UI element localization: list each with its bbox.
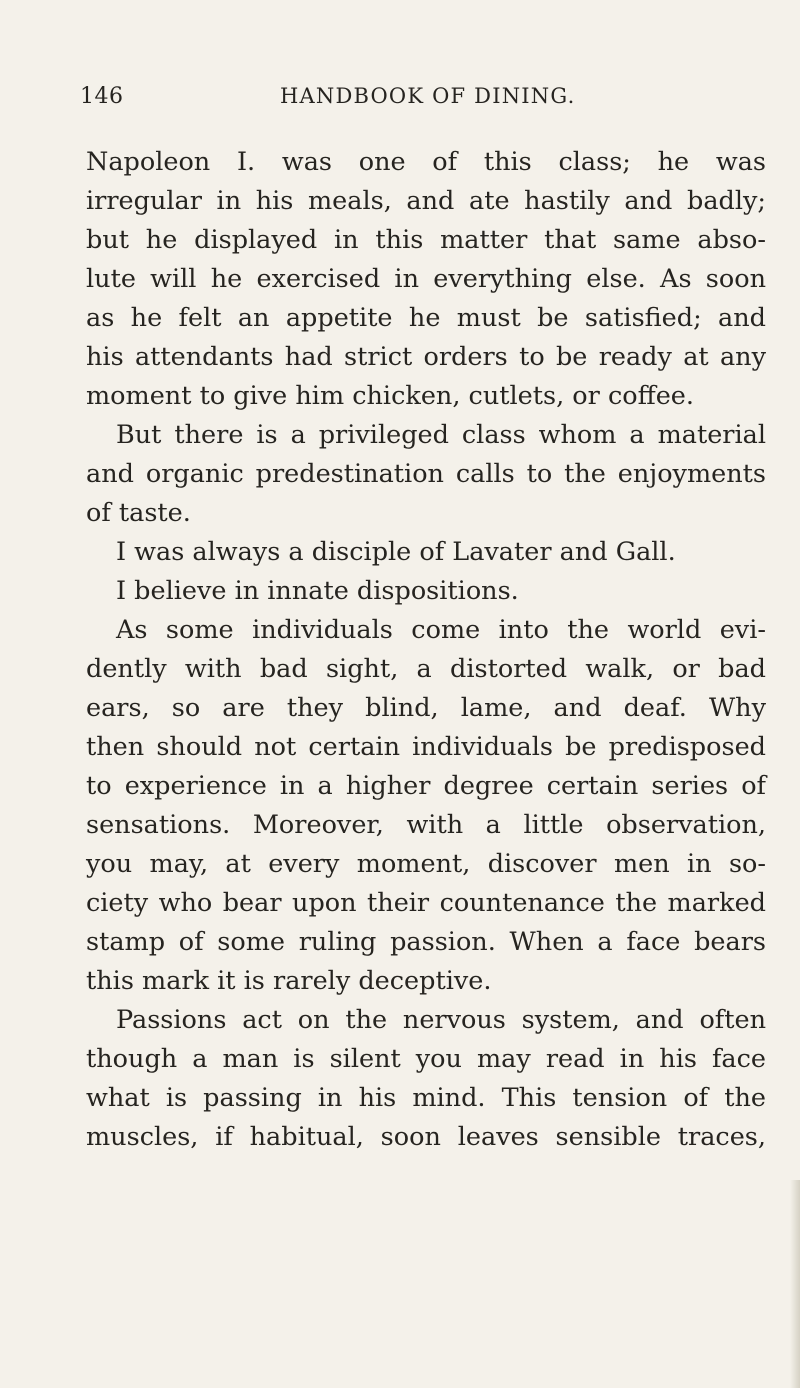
text-line: you may, at every moment, discover men in so- bbox=[86, 849, 766, 879]
text-line: but he displayed in this matter that same abso- bbox=[86, 225, 766, 255]
text-line: sensations. Moreover, with a little observation, bbox=[86, 810, 766, 840]
text-line: Napoleon I. was one of this class; he was bbox=[86, 147, 766, 177]
text-line: to experience in a higher degree certain series of bbox=[86, 771, 766, 801]
text-line: I was always a disciple of Lavater and Gall. bbox=[116, 537, 676, 567]
text-line: muscles, if habitual, soon leaves sensible traces, bbox=[86, 1122, 766, 1152]
text-line: stamp of some ruling passion. When a face bears bbox=[86, 927, 766, 957]
text-line: I believe in innate dispositions. bbox=[116, 576, 519, 606]
text-line: then should not certain individuals be predisposed bbox=[86, 732, 766, 762]
text-line: But there is a privileged class whom a material bbox=[116, 420, 766, 450]
text-line: this mark it is rarely deceptive. bbox=[86, 966, 492, 996]
text-line: and organic predestination calls to the enjoyments bbox=[86, 459, 766, 489]
text-line: of taste. bbox=[86, 498, 191, 528]
text-line: Passions act on the nervous system, and often bbox=[116, 1005, 766, 1035]
text-line: though a man is silent you may read in his face bbox=[86, 1044, 766, 1074]
text-line: dently with bad sight, a distorted walk, or bad bbox=[86, 654, 766, 684]
text-line: ears, so are they blind, lame, and deaf. Why bbox=[86, 693, 766, 723]
text-line: moment to give him chicken, cutlets, or coffee. bbox=[86, 381, 694, 411]
text-line: what is passing in his mind. This tension of the bbox=[86, 1083, 766, 1113]
page-edge-shadow bbox=[790, 1180, 800, 1388]
text-line: irregular in his meals, and ate hastily and badly; bbox=[86, 186, 766, 216]
text-line: ciety who bear upon their countenance the marked bbox=[86, 888, 766, 918]
text-line: As some individuals come into the world evi- bbox=[116, 615, 766, 645]
running-head bbox=[80, 84, 740, 118]
text-line: as he felt an appetite he must be satisfied; and bbox=[86, 303, 766, 333]
body-text bbox=[86, 143, 766, 1157]
text-line: his attendants had strict orders to be ready at any bbox=[86, 342, 766, 372]
text-line: lute will he exercised in everything else. As soon bbox=[86, 264, 766, 294]
page-number: 146 bbox=[80, 84, 124, 109]
running-title: HANDBOOK OF DINING. bbox=[280, 84, 576, 108]
